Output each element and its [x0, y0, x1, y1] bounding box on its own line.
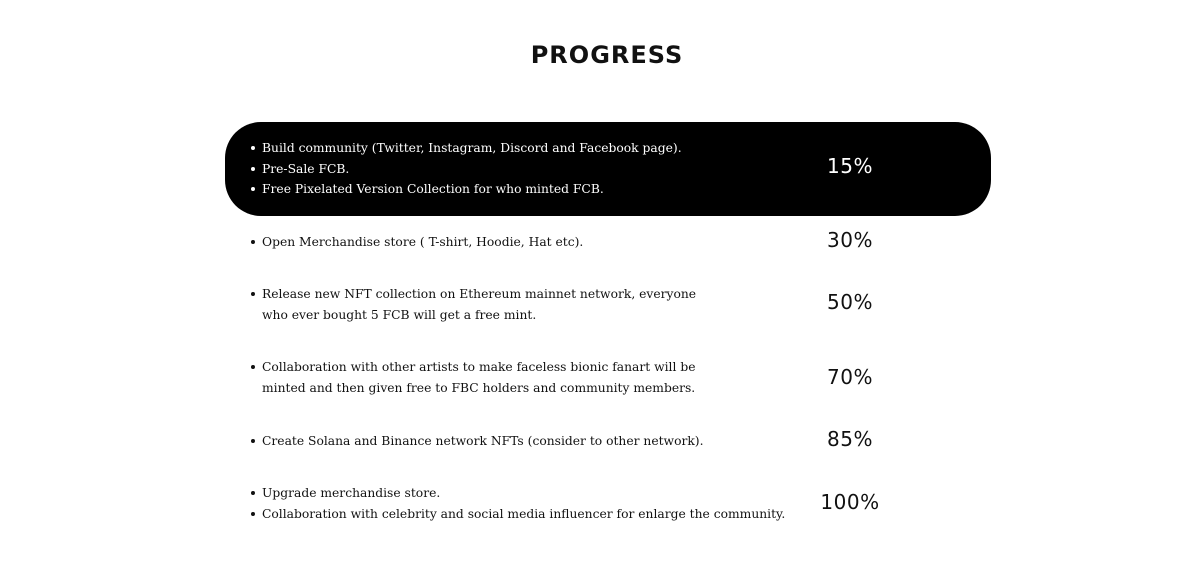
- milestone-item: Free Pixelated Version Collection for who minted FCB.: [262, 179, 732, 200]
- milestone-item: Create Solana and Binance network NFTs (consider to other network).: [262, 431, 732, 452]
- milestone-row-15: [225, 122, 991, 216]
- milestone-items: [262, 357, 717, 398]
- milestone-percent: 30%: [827, 228, 873, 252]
- milestone-row-70: [225, 357, 991, 401]
- milestone-item: Release new NFT collection on Ethereum mainnet network, everyone who ever bought 5 FCB will get a free mint.: [262, 284, 712, 325]
- milestone-item: Collaboration with other artists to make faceless bionic fanart will be minted and then given free to FBC holders and community members.: [262, 357, 717, 398]
- milestone-percent: 70%: [827, 365, 873, 389]
- milestone-row-50: [225, 284, 991, 328]
- milestone-items: [262, 138, 732, 200]
- milestone-item: Collaboration with celebrity and social media influencer for enlarge the community.: [262, 504, 732, 525]
- milestone-percent: 85%: [827, 427, 873, 451]
- milestone-row-100: [225, 483, 991, 527]
- milestone-row-30: [225, 230, 991, 254]
- page-title: PROGRESS: [530, 41, 684, 69]
- milestone-items: [262, 431, 732, 452]
- milestone-percent: 15%: [827, 154, 873, 178]
- roadmap-list: [225, 122, 991, 521]
- milestone-item: Build community (Twitter, Instagram, Discord and Facebook page).: [262, 138, 732, 159]
- milestone-row-85: [225, 427, 991, 454]
- milestone-percent: 50%: [827, 290, 873, 314]
- milestone-item: Open Merchandise store ( T-shirt, Hoodie, Hat etc).: [262, 232, 732, 253]
- milestone-item: Pre-Sale FCB.: [262, 159, 732, 180]
- milestone-percent: 100%: [820, 490, 880, 514]
- milestone-items: [262, 483, 786, 524]
- milestone-item: Upgrade merchandise store.: [262, 483, 732, 504]
- milestone-items: [262, 232, 732, 253]
- milestone-items: [262, 284, 712, 325]
